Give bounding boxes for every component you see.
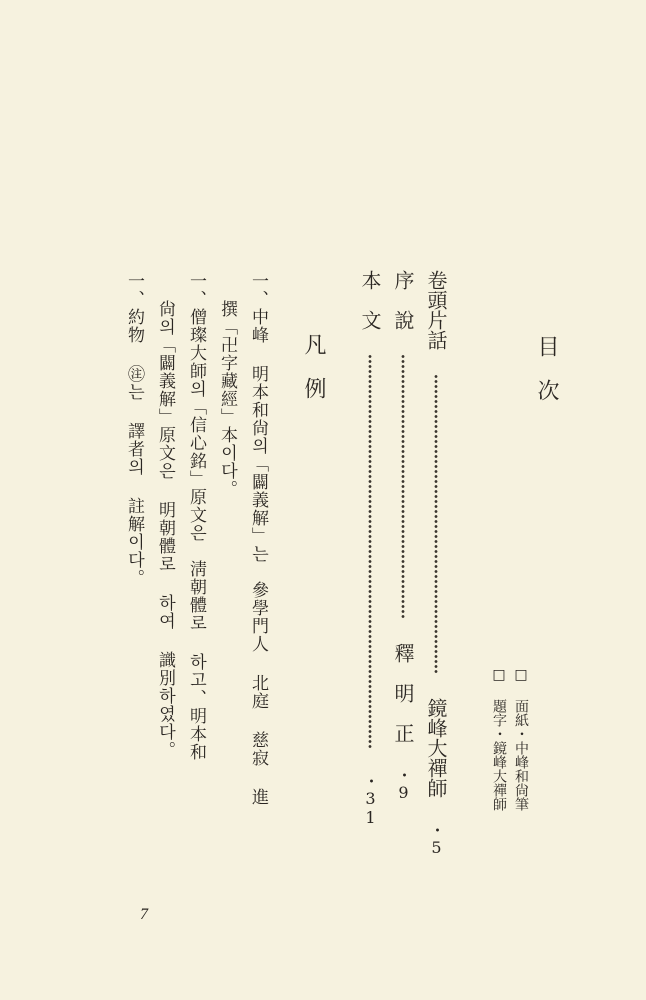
- toc-entry-page: ・31: [361, 773, 380, 827]
- toc-entry-page: ・9: [394, 767, 413, 802]
- cover-note-cover-calligraphy: □ 面紙・中峰和尙筆: [513, 667, 529, 811]
- toc-title: 目 次: [534, 335, 559, 401]
- note-item-2: 一、僧璨大師의「信心銘」原文은 淸朝體로 하고、明本和: [186, 272, 206, 761]
- toc-dot-leader: [368, 354, 372, 749]
- note-item-1-continued: 撰「卍字藏經」本이다。: [217, 300, 237, 498]
- note-item-2-continued: 尙의「闢義解」原文은 明朝體로 하여 識別하였다。: [155, 300, 175, 759]
- cover-note-title-calligraphy: □ 題字・鏡峰大禪師: [491, 667, 507, 811]
- toc-entry-author: 鏡峰大禪師: [424, 698, 448, 798]
- toc-entry-foreword[interactable]: [426, 270, 446, 857]
- toc-entry-label: 序 說: [391, 270, 415, 330]
- notes-title: 凡 例: [301, 333, 326, 399]
- toc-dot-leader: [401, 354, 405, 619]
- toc-entry-page: ・5: [427, 822, 446, 857]
- page-number: 7: [140, 906, 148, 923]
- note-item-1: 一、中峰 明本和尙의「闢義解」는 參學門人 北庭 慈寂 進: [248, 272, 268, 806]
- note-item-3: 一、約物 ㊟는 譯者의 註解이다。: [124, 272, 144, 587]
- toc-entry-label: 卷頭片話: [424, 270, 448, 350]
- toc-entry-preface[interactable]: [393, 270, 413, 802]
- toc-entry-label: 本 文: [358, 270, 382, 330]
- toc-entry-main-text[interactable]: [360, 270, 380, 827]
- toc-dot-leader: [434, 374, 438, 674]
- toc-entry-author: 釋 明 正: [391, 643, 415, 743]
